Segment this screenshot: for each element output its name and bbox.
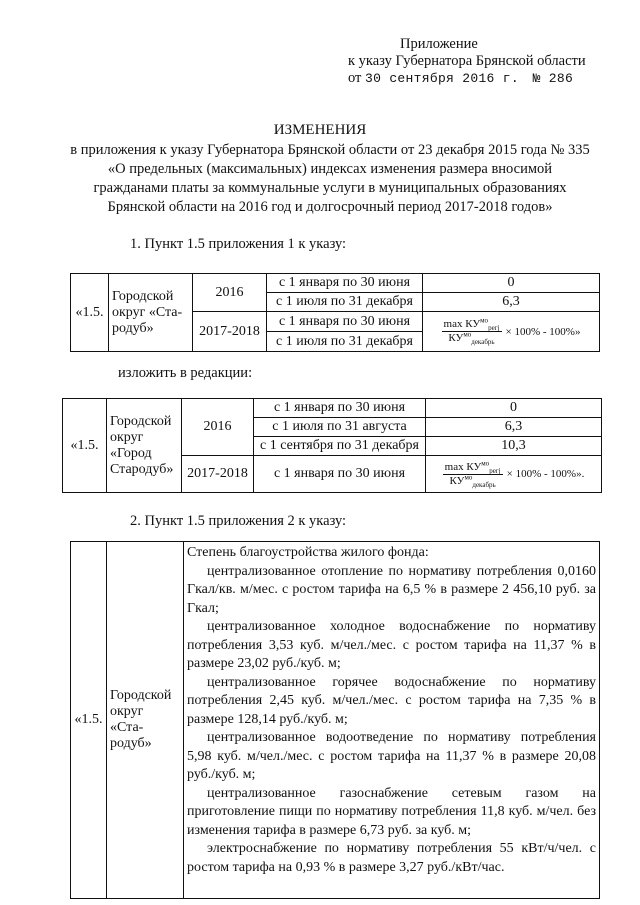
table-3-heading: Степень благоустройства жилого фонда: (187, 545, 429, 560)
header-line-3 (348, 70, 586, 87)
table-1-period: с 1 июля по 31 декабря (267, 332, 423, 352)
table-3-paragraph: электроснабжение по нормативу потребления 55 кВт/ч/чел. с ростом тарифа на 0,93 % в размере 3,27 руб./кВт/час. (187, 841, 596, 875)
table-1-num: «1.5. (71, 274, 109, 352)
table-2-name: Городской округ «Город Стародуб» (107, 399, 182, 493)
table-1-value: 0 (423, 274, 600, 293)
header-date-prefix: от (348, 70, 362, 86)
table-1-name: Городской округ «Ста-родуб» (109, 274, 193, 352)
formula-fraction: $\frac{\max КУ^{мо}_{регj}}{КУ^{мо}_{декабрь}}$ (444, 458, 501, 489)
table-1-formula-cell (423, 312, 600, 352)
table-3-paragraph: централизованное отопление по нормативу потребления 0,0160 Гкал/кв. м/мес. с ростом тарифа на 6,5 % в размере 2 456,10 руб. за Гкал; (187, 563, 596, 616)
table-3-paragraph: централизованное холодное водоснабжение по нормативу потребления 3,53 куб. м/чел./мес. с ростом тарифа на 11,37 % в размере 23,02 руб./куб. м; (187, 619, 596, 671)
table-2-formula (429, 458, 598, 489)
page-title: ИЗМЕНЕНИЯ (273, 122, 367, 138)
table-2 (62, 398, 602, 493)
table-3-paragraph: централизованное водоотведение по нормативу потребления 5,98 куб. м/чел./мес. с ростом тарифа на 11,37 % в размере 20,08 руб./куб. м; (187, 730, 596, 782)
header-date: 30 сентября 2016 г. (365, 71, 519, 86)
table-2-period: с 1 января по 30 июня (254, 399, 426, 418)
header-line-1: Приложение (400, 36, 478, 52)
table-2-formula-cell (426, 456, 602, 493)
table-1-period: с 1 июля по 31 декабря (267, 293, 423, 312)
point-2-heading: 2. Пункт 1.5 приложения 2 к указу: (130, 513, 347, 529)
table-1-formula (426, 316, 596, 347)
point-1-heading: 1. Пункт 1.5 приложения 1 к указу: (130, 236, 347, 252)
table-3-paragraph: централизованное газоснабжение сетевым газом на приготовление пищи по нормативу потребления 11,8 куб. м/чел. без изменения тарифа в размере 6,73 руб. за куб. м; (187, 785, 596, 838)
formula-tail: × 100% - 100%». (506, 468, 585, 480)
formula-fraction: $\frac{\max КУ^{мо}_{регj}}{КУ^{мо}_{декабрь}}$ (443, 316, 500, 347)
table-2-period: с 1 июля по 31 августа (254, 418, 426, 437)
table-2-year-1: 2016 (182, 399, 254, 456)
formula-tail: × 100% - 100%» (505, 325, 581, 338)
title-description: в приложения к указу Губернатора Брянской области от 23 декабря 2015 года № 335 «О предельных (максимальных) индексах изменения размера вносимой гражданами платы за коммунальные услуги в муниципальных образованиях Брянской области на 2016 год и долгосрочный период 2017-2018 годов» (70, 142, 590, 215)
table-1-period: с 1 января по 30 июня (267, 312, 423, 332)
table-3 (70, 541, 600, 899)
table-3-num: «1.5. (71, 542, 107, 899)
table-2-year-2: 2017-2018 (182, 456, 254, 493)
table-3-name: Городской округ «Ста-родуб» (107, 542, 184, 899)
table-2-num: «1.5. (63, 399, 107, 493)
table-2-value: 6,3 (426, 418, 602, 437)
table-1-value: 6,3 (423, 293, 600, 312)
header-number: № 286 (532, 71, 574, 86)
table-2-value: 0 (426, 399, 602, 418)
header-line-2: к указу Губернатора Брянской области (348, 53, 586, 69)
table-1-period: с 1 января по 30 июня (267, 274, 423, 293)
document-header (348, 36, 586, 87)
table-2-value: 10,3 (426, 437, 602, 456)
table-2-period: с 1 сентября по 31 декабря (254, 437, 426, 456)
table-1-year-1: 2016 (193, 274, 267, 312)
table-1-year-2: 2017-2018 (193, 312, 267, 352)
restate-text: изложить в редакции: (118, 365, 253, 381)
table-2-period: с 1 января по 30 июня (254, 456, 426, 493)
table-3-content (184, 542, 600, 899)
table-1 (70, 273, 600, 352)
table-3-paragraph: централизованное горячее водоснабжение по нормативу потребления 2,45 куб. м/чел./мес. с ростом тарифа на 7,35 % в размере 128,14 руб./куб. м; (187, 674, 596, 727)
